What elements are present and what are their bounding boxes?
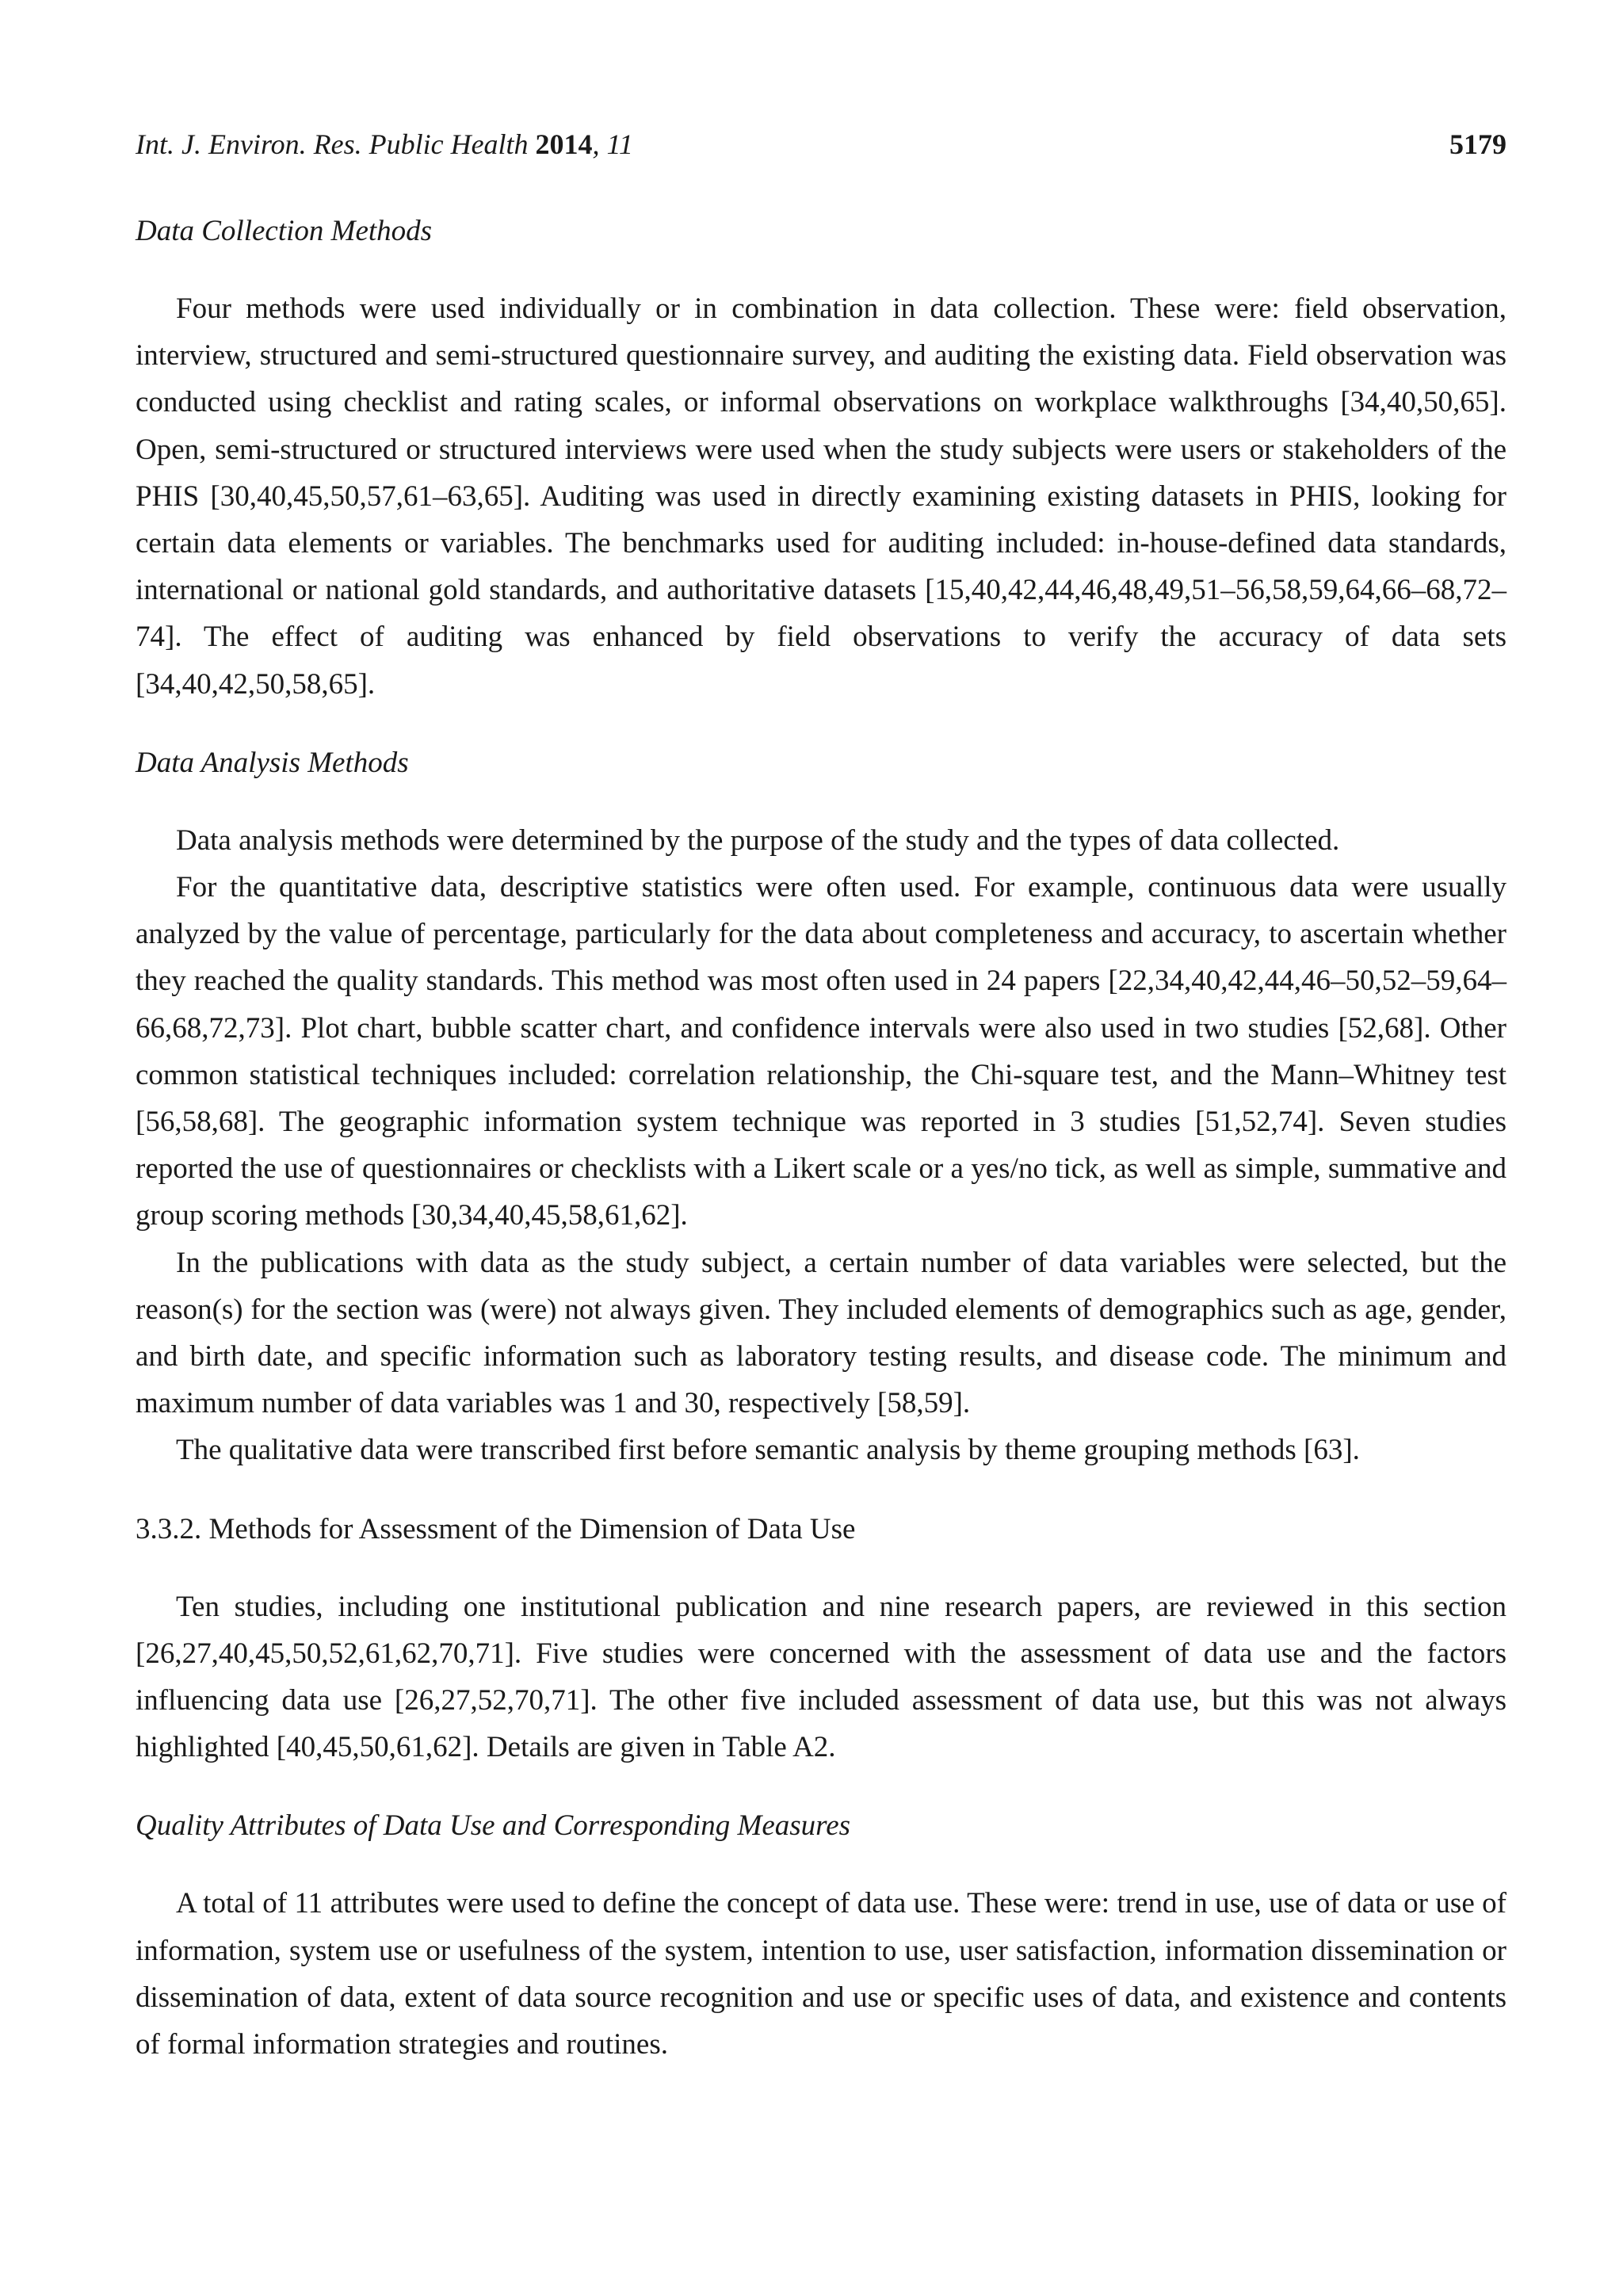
page-number: 5179 bbox=[1449, 128, 1507, 160]
paragraph: Data analysis methods were determined by the purpose of the study and the types of data collected. bbox=[176, 823, 1340, 857]
journal-citation: Int. J. Environ. Res. Public Health 2014, 11 bbox=[136, 128, 633, 160]
paragraph: For the quantitative data, descriptive statistics were often used. For example, continuous data were usually analyzed by the value of percentage, particularly for the data about completeness and accuracy, to ascertain whether they reached the quality standards. This method was most often used in 24 papers [22,34,40,42,44,46–50,52–59,64–66,68,72,73]. Plot chart, bubble scatter chart, and confidence intervals were also used in two studies [52,68]. Other common statistical techniques included: correlation relationship, the Chi-square test, and the Mann–Whitney test [56,58,68]. The geographic information system technique was reported in 3 studies [51,52,74]. Seven studies reported the use of questionnaires or checklists with a Likert scale or a yes/no tick, as well as simple, summative and group scoring methods [30,34,40,45,58,61,62]. bbox=[136, 871, 1507, 1232]
data-collection-heading: Data Collection Methods bbox=[136, 215, 433, 247]
data-use-body bbox=[136, 1584, 1507, 1771]
data-collection-body bbox=[136, 285, 1507, 708]
journal-volume: 11 bbox=[606, 128, 633, 160]
quality-attributes-body bbox=[136, 1880, 1507, 2068]
running-header bbox=[136, 127, 1507, 162]
data-analysis-heading: Data Analysis Methods bbox=[136, 746, 409, 779]
paragraph: In the publications with data as the study subject, a certain number of data variables were selected, but the reason(s) for the section was (were) not always given. They included elements of demographics such as age, gender, and birth date, and specific information such as laboratory testing results, and disease code. The minimum and maximum number of data variables was 1 and 30, respectively [58,59]. bbox=[136, 1246, 1507, 1420]
paragraph: A total of 11 attributes were used to define the concept of data use. These were: trend in use, use of data or use of information, system use or usefulness of the system, intention to use, user satisfaction, information dissemination or dissemination of data, extent of data source recognition and use or specific uses of data, and existence and contents of formal information strategies and routines. bbox=[136, 1887, 1507, 2061]
data-analysis-body bbox=[136, 817, 1507, 1474]
page-content bbox=[136, 127, 1507, 2099]
data-use-heading: 3.3.2. Methods for Assessment of the Dimension of Data Use bbox=[136, 1512, 856, 1545]
paragraph: The qualitative data were transcribed first before semantic analysis by theme grouping methods [63]. bbox=[176, 1434, 1360, 1467]
paragraph: Four methods were used individually or in combination in data collection. These were: field observation, interview, structured and semi-structured questionnaire survey, and auditing the existing data. Field observation was conducted using checklist and rating scales, or informal observations on workplace walkthroughs [34,40,50,65]. Open, semi-structured or structured interviews were used when the study subjects were users or stakeholders of the PHIS [30,40,45,50,57,61–63,65]. Auditing was used in directly examining existing datasets in PHIS, looking for certain data elements or variables. The benchmarks used for auditing included: in-house-defined data standards, international or national gold standards, and authoritative datasets [15,40,42,44,46,48,49,51–56,58,59,64,66–68,72–74]. The effect of auditing was enhanced by field observations to verify the accuracy of data sets [34,40,42,50,58,65]. bbox=[136, 292, 1507, 701]
quality-attributes-heading: Quality Attributes of Data Use and Corresponding Measures bbox=[136, 1809, 851, 1843]
journal-name: Int. J. Environ. Res. Public Health bbox=[136, 128, 529, 160]
paragraph: Ten studies, including one institutional publication and nine research papers, are reviewed in this section [26,27,40,45,50,52,61,62,70,71]. Five studies were concerned with the assessment of data use and the factors influencing data use [26,27,52,70,71]. The other five included assessment of data use, but this was not always highlighted [40,45,50,61,62]. Details are given in Table A2. bbox=[136, 1590, 1507, 1764]
journal-year: 2014 bbox=[535, 128, 593, 160]
